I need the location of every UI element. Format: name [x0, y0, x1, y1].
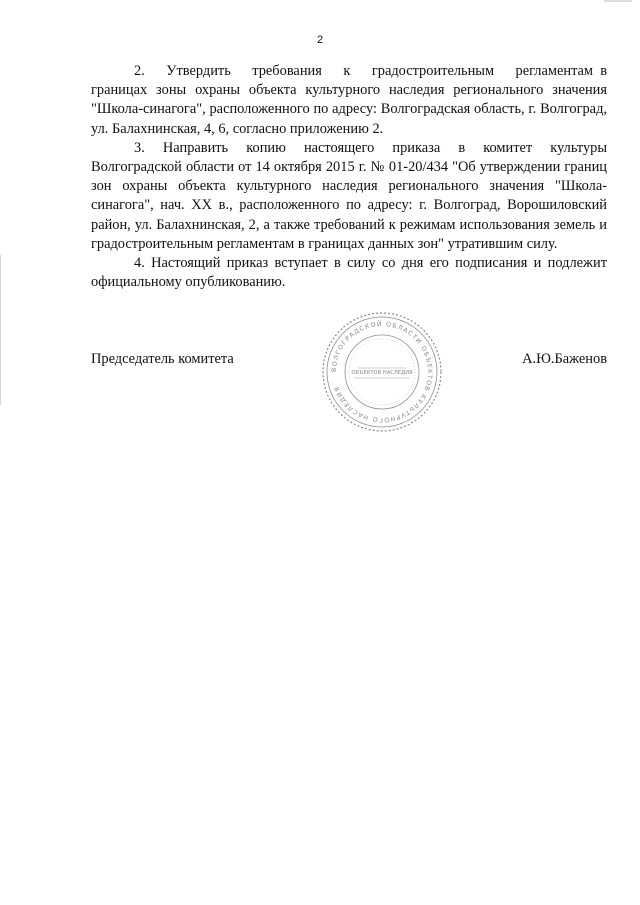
paragraph-item-4: 4. Настоящий приказ вступает в силу со дня его подписания и подлежит официальному опубликованию. — [91, 255, 607, 291]
seal-ring-text: ВОЛГОГРАДСКОЙ ОБЛАСТИ ОБЪЕКТОВ КУЛЬТУРНОГО НАСЛЕДИЯ — [330, 320, 434, 424]
seal-center-text: ОБЪЕКТОВ НАСЛЕДИЯ — [351, 370, 413, 376]
official-seal-stamp — [320, 310, 444, 434]
paragraph-item-2: 2. Утвердить требования к градостроительным регламентам в границах зоны охраны объекта культурного наследия регионального значения "Школа-синагога", расположенного по адресу: Волгоградская область, г. Волгоград, ул. Балахнинская, 4, 6, согласно приложению 2. — [91, 63, 607, 137]
signer-title: Председатель комитета — [91, 351, 234, 367]
signer-name: А.Ю.Баженов — [522, 351, 607, 367]
page-number: 2 — [316, 34, 324, 46]
paragraph-item-3: 3. Направить копию настоящего приказа в комитет культуры Волгоградской области от 14 октября 2015 г. № 01-20/434 "Об утверждении границ зон охраны объекта культурного наследия регионального значения "Школа-синагога", нач. XX в., расположенного по адресу: г. Волгоград, Ворошиловский район, ул. Балахнинская, 2, а также требований к режимам использования земель и градостроительным регламентам в границах данных зон" утратившим силу. — [91, 139, 607, 252]
scan-edge-line — [0, 255, 1, 405]
scan-corner-mark — [604, 0, 632, 2]
document-body — [91, 62, 607, 292]
